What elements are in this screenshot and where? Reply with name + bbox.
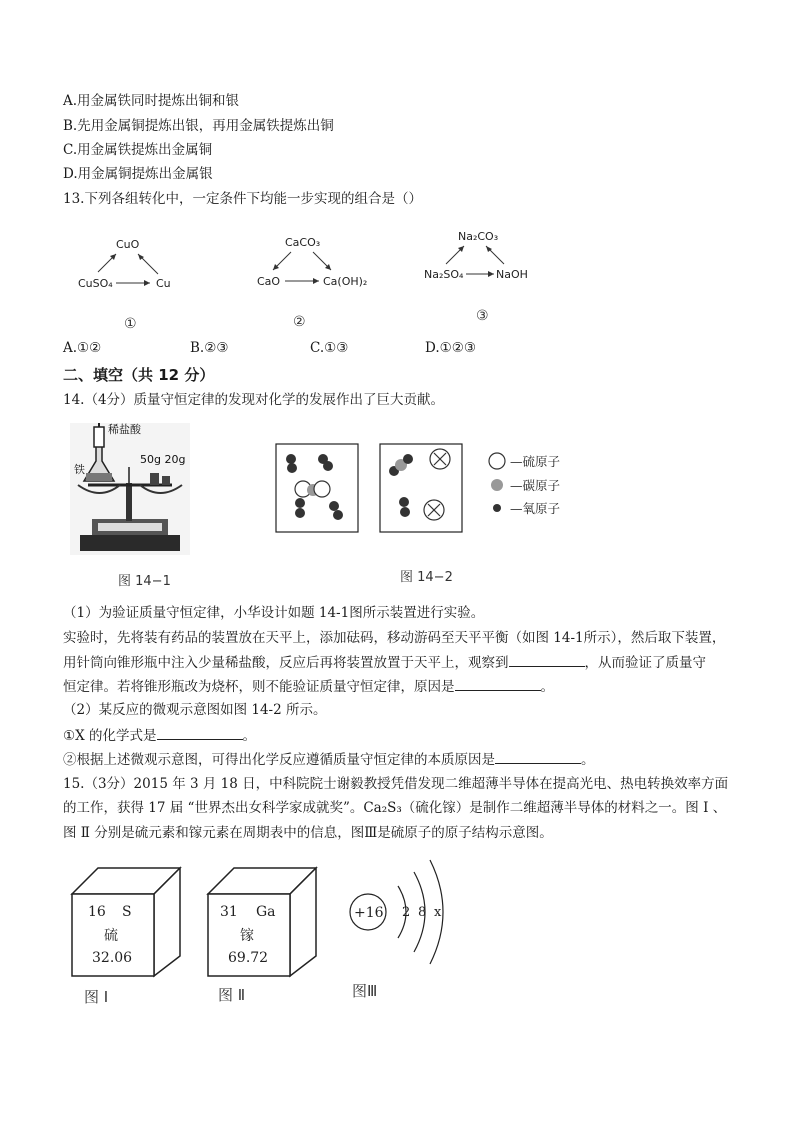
q13-g3-right: NaOH	[496, 268, 528, 281]
fig-14-1-balance-apparatus	[70, 423, 190, 555]
gallium-mass: 69.72	[228, 950, 269, 966]
q13-g1-left: CuSO₄	[78, 277, 113, 290]
sulfur-atom-structure	[338, 858, 448, 978]
q14-p3-text: 用针筒向锥形瓶中注入少量稀盐酸，反应后再将装置放置于天平上，观察到	[63, 655, 509, 671]
q15-line-1: 15.（3分）2015 年 3 月 18 日，中科院院士谢毅教授凭借发现二维超薄半导体在提高光电、热电转换效率方面	[63, 776, 729, 792]
q12-option-b: B.先用金属铜提炼出银，再用金属铁提炼出铜	[63, 118, 334, 134]
section-2-title: 二、填空（共 12 分）	[63, 366, 215, 384]
q13-option-b: B.②③	[190, 340, 229, 356]
legend-oxygen: —氧原子	[510, 501, 561, 516]
sulfur-mass: 32.06	[92, 950, 133, 966]
gallium-number: 31	[220, 904, 238, 920]
q14-p7-text: ②根据上述微观示意图，可得出化学反应遵循质量守恒定律的本质原因是	[63, 752, 495, 768]
q14-p7	[63, 749, 595, 770]
element-card-sulfur	[68, 864, 188, 984]
atom-shell-1: 2	[402, 905, 411, 920]
q12-option-a: A.用金属铁同时提炼出铜和银	[63, 93, 240, 109]
atom-nucleus: +16	[354, 905, 384, 921]
fig-14-1-weights-label: 50g 20g	[140, 453, 186, 466]
fig-14-1-acid-label: 稀盐酸	[108, 423, 141, 436]
q14-p3-tail: ，从而验证了质量守	[584, 655, 706, 671]
answer-blank-observation[interactable]	[509, 652, 585, 667]
q13-g2-left: CaO	[257, 275, 281, 288]
sulfur-symbol: S	[122, 904, 132, 920]
element-card-gallium	[204, 864, 324, 984]
fig-14-2-caption: 图 14−2	[400, 570, 453, 585]
gallium-symbol: Ga	[256, 904, 276, 920]
q14-p4-text: 恒定律。若将锥形瓶改为烧杯，则不能验证质量守恒定律，原因是	[63, 679, 455, 695]
legend-sulfur: —硫原子	[510, 454, 561, 469]
q14-p2: 实验时，先将装有药品的装置放在天平上，添加砝码，移动游码至天平平衡（如图 14-1所示），然后取下装置，	[63, 630, 726, 646]
q13-diagram-2	[255, 228, 385, 340]
q13-g2-right: Ca(OH)₂	[323, 275, 368, 288]
q14-p4	[63, 676, 554, 697]
sulfur-name: 硫	[104, 928, 118, 944]
q13-diagram-3	[422, 226, 552, 332]
q13-stem: 13.下列各组转化中，一定条件下均能一步实现的组合是（）	[63, 191, 422, 207]
q13-option-c: C.①③	[310, 340, 349, 356]
gallium-name: 镓	[240, 928, 254, 944]
q14-p6-text: ①X 的化学式是	[63, 728, 157, 744]
answer-blank-formula[interactable]	[157, 725, 243, 740]
q13-g1-right: Cu	[156, 277, 171, 290]
q14-stem: 14.（4分）质量守恒定律的发现对化学的发展作出了巨大贡献。	[63, 392, 445, 408]
fig-2-caption: 图 Ⅱ	[218, 986, 246, 1004]
q13-g2-num: ②	[293, 314, 306, 330]
q13-g1-num: ①	[124, 316, 137, 332]
q12-option-d: D.用金属铜提炼出金属银	[63, 166, 213, 182]
q15-line-2: 的工作，获得 17 届 “世界杰出女科学家成就奖”。Ca₂S₃（硫化镓）是制作二维超薄半导体的材料之一。图 Ⅰ 、	[63, 800, 727, 816]
fig-14-1-iron-label: 铁	[74, 463, 85, 476]
q13-option-d: D.①②③	[425, 340, 476, 356]
fig-14-1-caption: 图 14−1	[118, 574, 171, 589]
sulfur-number: 16	[88, 904, 106, 920]
q13-g3-left: Na₂SO₄	[424, 268, 464, 281]
answer-blank-essence[interactable]	[495, 749, 581, 764]
answer-blank-reason[interactable]	[455, 676, 541, 691]
q13-g3-num: ③	[476, 308, 489, 324]
q14-p3	[63, 652, 706, 673]
q12-option-c: C.用金属铁提炼出金属铜	[63, 142, 213, 158]
q13-diagram-1	[70, 230, 190, 340]
legend-carbon: —碳原子	[510, 478, 561, 493]
q15-line-3: 图 Ⅱ 分别是硫元素和镓元素在周期表中的信息，图Ⅲ是硫原子的原子结构示意图。	[63, 825, 553, 841]
atom-shell-3-blank: x	[434, 905, 442, 920]
q14-p6-tail: 。	[242, 728, 257, 744]
q14-p7-tail: 。	[581, 752, 595, 768]
fig-3-caption: 图Ⅲ	[352, 982, 378, 1000]
q14-p6	[63, 725, 256, 746]
q13-option-a: A.①②	[63, 340, 102, 356]
atom-shell-2: 8	[418, 905, 427, 920]
q13-g3-top: Na₂CO₃	[458, 230, 499, 243]
fig-1-caption: 图 Ⅰ	[84, 988, 109, 1006]
fig-14-2-micro-diagram	[276, 444, 586, 534]
q14-p5: （2）某反应的微观示意图如图 14-2 所示。	[63, 702, 327, 718]
q13-g1-top: CuO	[116, 238, 140, 251]
q13-g2-top: CaCO₃	[285, 236, 321, 249]
q14-p4-tail: 。	[540, 679, 554, 695]
q14-p1: （1）为验证质量守恒定律，小华设计如题 14-1图所示装置进行实验。	[63, 605, 485, 621]
